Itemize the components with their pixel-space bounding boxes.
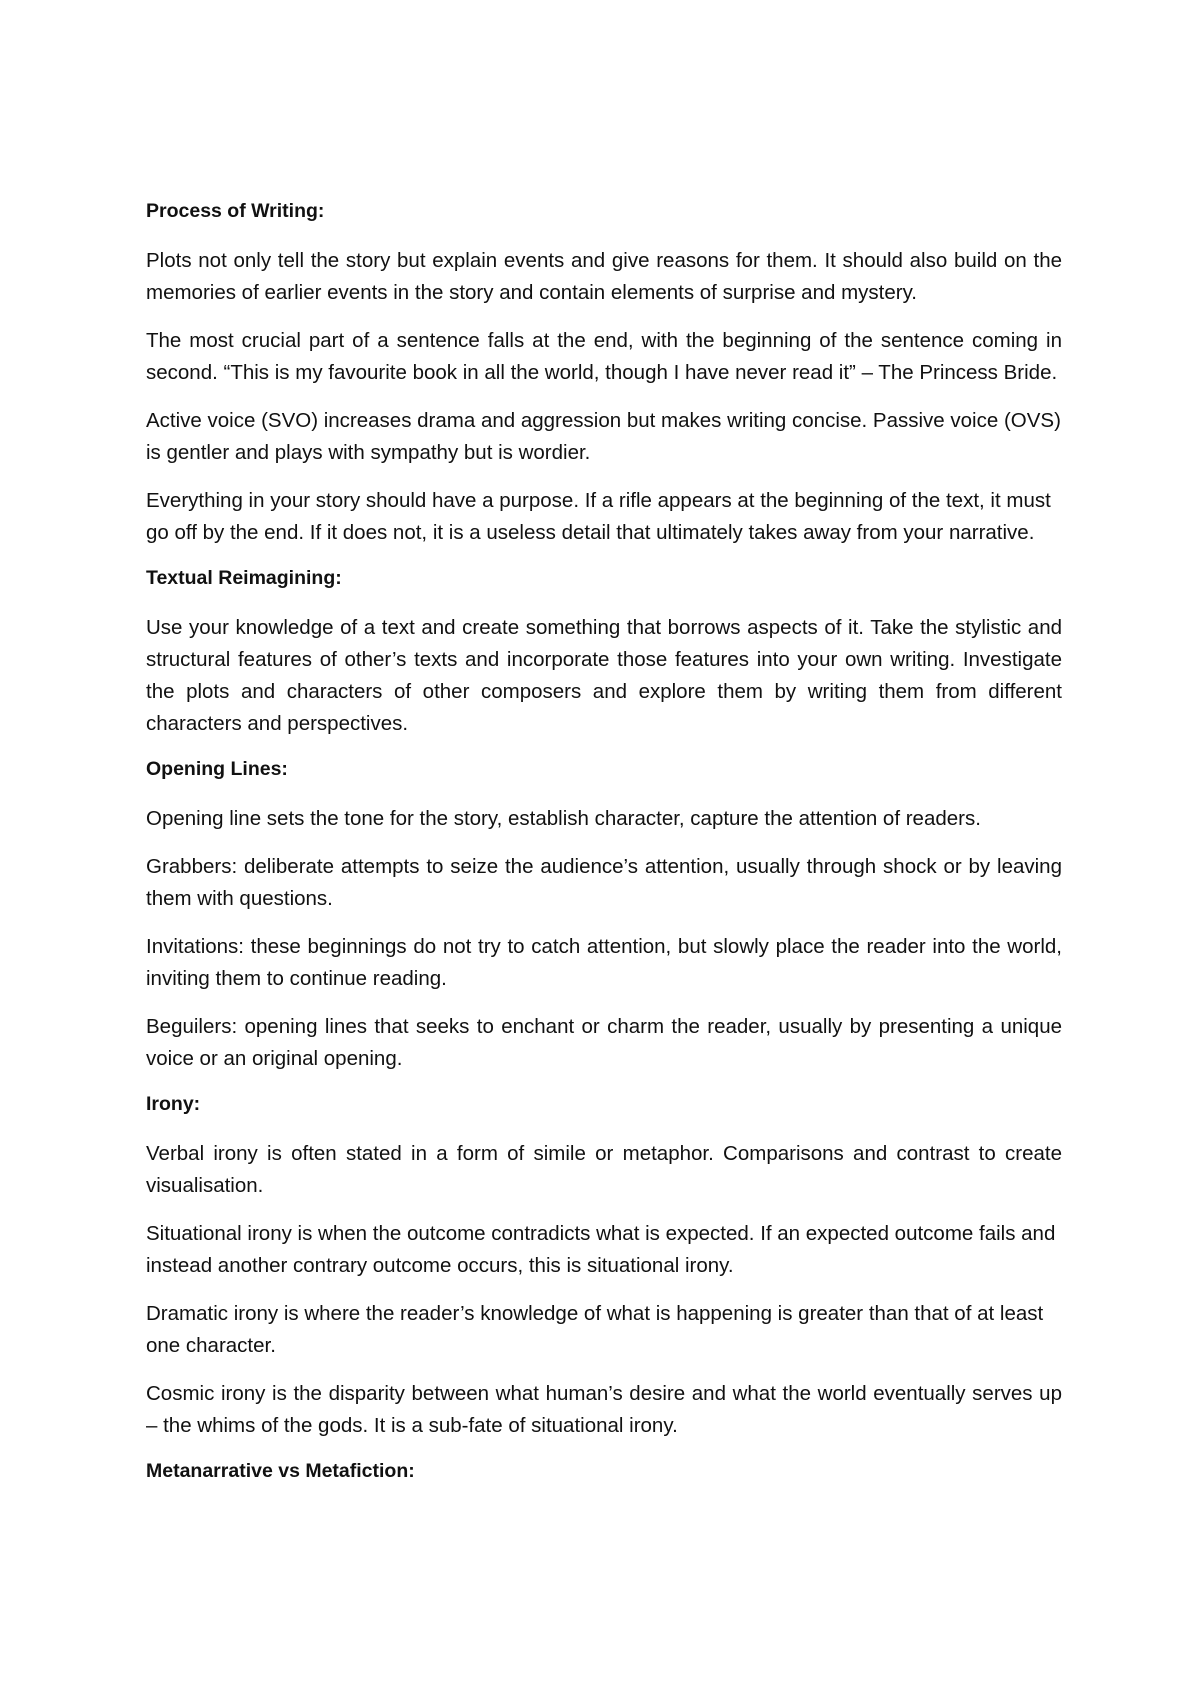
paragraph: Plots not only tell the story but explain events and give reasons for them. It should also build on the memories of earlier events in the story and contain elements of surprise and mystery. (146, 249, 1062, 304)
paragraph: Verbal irony is often stated in a form of simile or metaphor. Comparisons and contrast to create visualisation. (146, 1142, 1062, 1197)
section-heading-opening-lines: Opening Lines: (146, 758, 288, 780)
paragraph: Active voice (SVO) increases drama and aggression but makes writing concise. Passive voice (OVS) is gentler and plays with sympathy but is wordier. (146, 409, 1061, 464)
paragraph: Beguilers: opening lines that seeks to enchant or charm the reader, usually by presenting a unique voice or an original opening. (146, 1015, 1062, 1070)
section-heading-process-of-writing: Process of Writing: (146, 200, 325, 222)
paragraph: The most crucial part of a sentence falls at the end, with the beginning of the sentence coming in second. “This is my favourite book in all the world, though I have never read it” – The Princess Bride. (146, 329, 1062, 384)
paragraph: Opening line sets the tone for the story, establish character, capture the attention of readers. (146, 807, 981, 830)
paragraph: Cosmic irony is the disparity between what human’s desire and what the world eventually serves up – the whims of the gods. It is a sub-fate of situational irony. (146, 1382, 1062, 1437)
paragraph: Dramatic irony is where the reader’s knowledge of what is happening is greater than that of at least one character. (146, 1302, 1044, 1357)
section-heading-irony: Irony: (146, 1093, 201, 1115)
paragraph: Invitations: these beginnings do not try to catch attention, but slowly place the reader into the world, inviting them to continue reading. (146, 935, 1062, 990)
document-page (146, 198, 1062, 1505)
paragraph: Grabbers: deliberate attempts to seize the audience’s attention, usually through shock or by leaving them with questions. (146, 855, 1062, 910)
paragraph: Everything in your story should have a purpose. If a rifle appears at the beginning of the text, it must go off by the end. If it does not, it is a useless detail that ultimately takes away from your narrative. (146, 489, 1051, 544)
section-heading-textual-reimagining: Textual Reimagining: (146, 567, 342, 589)
paragraph: Situational irony is when the outcome contradicts what is expected. If an expected outcome fails and instead another contrary outcome occurs, this is situational irony. (146, 1222, 1056, 1277)
paragraph: Use your knowledge of a text and create something that borrows aspects of it. Take the stylistic and structural features of other’s texts and incorporate those features into your own writing. Investigate the plots and characters of other composers and explore them by writing them from different characters and perspectives. (146, 616, 1062, 735)
section-heading-metanarrative-vs-metafiction: Metanarrative vs Metafiction: (146, 1460, 415, 1482)
